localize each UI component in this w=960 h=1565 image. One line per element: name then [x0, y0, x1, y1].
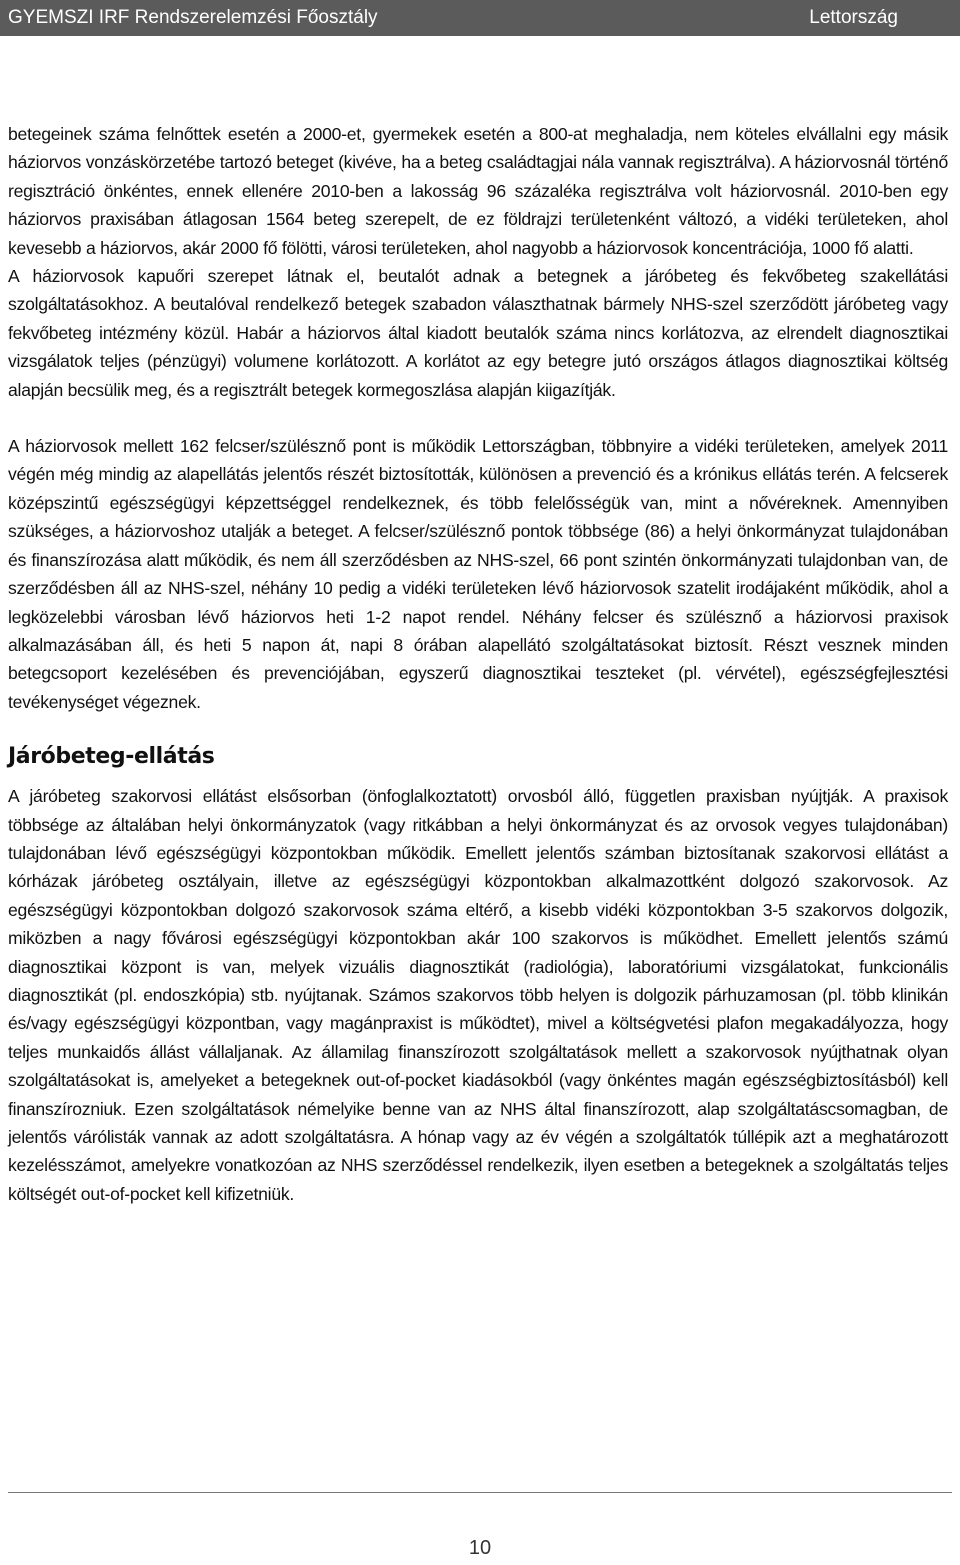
footer-divider — [8, 1492, 952, 1493]
paragraph-gp-registration: betegeinek száma felnőttek esetén a 2000-et, gyermekek esetén a 800-at meghaladja, nem köteles elvállalni egy másik háziorvos vonzáskörzetébe tartozó beteget (kivéve, ha a beteg családtagjai nála vannak regisztrálva). A háziorvosnál történő regisztráció önkéntes, ennek ellenére 2010-ben a lakosság 96 százaléka regisztrálva volt háziorvosnál. 2010-ben egy háziorvos praxisában átlagosan 1564 beteg szerepelt, de ez földrajzi területenként változó, a vidéki területeken, ahol kevesebb a háziorvos, akár 2000 fő fölötti, városi területeken, ahol nagyobb a háziorvosok koncentrációja, 1000 fő alatti. — [8, 124, 948, 258]
running-header — [0, 0, 960, 36]
header-organization: GYEMSZI IRF Rendszerelemzési Főosztály — [8, 7, 378, 28]
section-heading: Járóbeteg-ellátás — [8, 744, 215, 770]
paragraph-feldsher-points: A háziorvosok mellett 162 felcser/szülésznő pont is működik Lettországban, többnyire a vidéki területeken, amelyek 2011 végén még mindig az alapellátás jelentős részét biztosították, különösen a prevenció és a krónikus ellátás terén. A felcserek középszintű egészségügyi képzettséggel rendelkeznek, és több felelősségük van, mint a nővéreknek. Amennyiben szükséges, a háziorvoshoz utalják a beteget. A felcser/szülésznő pontok többsége (86) a helyi önkormányzat tulajdonában és finanszírozása alatt működik, és nem áll szerződésben az NHS-szel, 66 pont szintén önkormányzati tulajdonban van, de szerződésben áll az NHS-szel, néhány 10 pedig a vidéki területeken lévő háziorvosok szatelit irodájaként működik, ahol a legközelebbi városban lévő háziorvos heti 1-2 napot rendel. Néhány felcser és szülésznő a háziorvosi praxisok alkalmazásában áll, és heti 5 napon át, napi 8 órában alapellátó szolgáltatásokat biztosít. Részt vesznek minden betegcsoport kezelésében és prevenciójában, egyszerű diagnosztikai teszteket (pl. vérvétel), egészségfejlesztési tevékenységet végeznek. — [8, 436, 948, 712]
paragraph-outpatient-care: A járóbeteg szakorvosi ellátást elsősorban (önfoglalkoztatott) orvosból álló, független praxisban nyújtják. A praxisok többsége az általában helyi önkormányzatok (vagy ritkábban a helyi önkormányzat és az orvosok vegyes tulajdonában) tulajdonában lévő egészségügyi központokban működik. Emellett jelentős számban biztosítanak szakorvosi ellátást a kórházak járóbeteg osztályain, illetve az egészségügyi központokban alkalmazottként dolgozó szakorvosok. Az egészségügyi központokban dolgozó szakorvosok száma eltérő, a kisebb vidéki központokban 3-5 szakorvos dolgozik, miközben a nagy fővárosi egészségügyi központokban akár 100 szakorvos is működhet. Emellett jelentős számú diagnosztikai központ is van, melyek vizuális diagnosztikát (radiológia), laboratóriumi vizsgálatokat, funkcionális diagnosztikát (pl. endoszkópia) stb. nyújtanak. Számos szakorvos több helyen is dolgozik párhuzamosan (pl. több klinikán és/vagy egészségügyi központban, vagy magánpraxist is működtet), mivel a költségvetési plafon megakadályozza, hogy teljes munkaidős állást vállaljanak. Az államilag finanszírozott szolgáltatások mellett a szakorvosok nyújthatnak olyan szolgáltatásokat is, amelyeket a betegeknek out-of-pocket kiadásokból (vagy önkéntes magán egészségbiztosításból) kell finanszírozniuk. Ezen szolgáltatások némelyike benne van az NHS által finanszírozott, alap szolgáltatáscsomagban, de jelentős várólisták vannak az adott szolgáltatásra. A hónap vagy az év végén a szolgáltatók túllépik azt a meghatározott kezelésszámot, amelyekre vonatkozóan az NHS szerződéssel rendelkezik, ilyen esetben a betegeknek a szolgáltatás teljes költségét out-of-pocket kell kifizetniük. — [8, 786, 948, 1204]
header-country: Lettország — [809, 7, 898, 28]
paragraph-gatekeeping: A háziorvosok kapuőri szerepet látnak el, beutalót adnak a betegnek a járóbeteg és fekvőbeteg szakellátási szolgáltatásokhoz. A beutalóval rendelkező betegek szabadon választhatnak bármely NHS-szel szerződött járóbeteg vagy fekvőbeteg intézmény közül. Habár a háziorvos által kiadott beutalók száma nincs korlátozva, az elrendelt diagnosztikai vizsgálatok teljes (pénzügyi) volumene korlátozott. A korlátot az egy betegre jutó országos átlagos diagnosztikai költség alapján becsülik meg, és a regisztrált betegek kormegoszlása alapján kiigazítják. — [8, 266, 948, 400]
paragraph-spacer — [8, 404, 948, 432]
page-number: 10 — [468, 1537, 492, 1559]
document-body — [8, 120, 948, 1208]
